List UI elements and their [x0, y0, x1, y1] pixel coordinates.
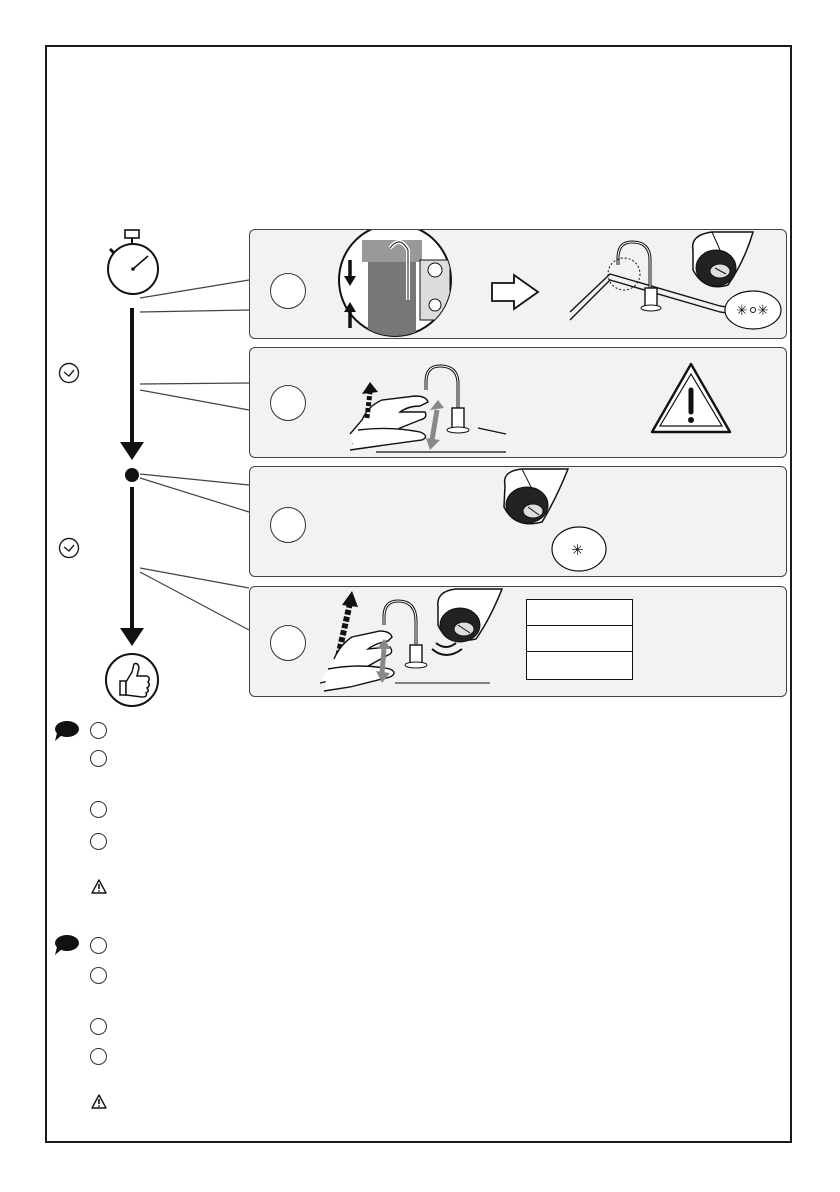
speech-bubble-icon [52, 934, 80, 956]
step-panel-3 [249, 466, 787, 577]
step-3-illustration [250, 467, 788, 578]
warning-triangle-icon [91, 879, 107, 894]
sensor-light-icon: ✳ [571, 541, 584, 559]
status-table [526, 599, 633, 680]
warning-triangle-icon [652, 364, 730, 432]
timeline-dot [125, 468, 139, 482]
status-table-row [527, 600, 632, 626]
step-panel-4 [249, 586, 787, 697]
clock-icon [58, 362, 80, 384]
note-1-marker-2 [90, 750, 107, 767]
status-table-row [527, 626, 632, 652]
thumbs-up-icon [106, 654, 158, 706]
note-2-marker-3 [90, 1018, 107, 1035]
warning-triangle-icon [91, 1094, 107, 1109]
svg-text:✳: ✳ [757, 303, 769, 319]
note-2-marker-2 [90, 967, 107, 984]
note-1-marker-1 [90, 722, 107, 739]
step-1-illustration [250, 230, 788, 340]
note-2-marker-4 [90, 1048, 107, 1065]
right-arrow-icon [492, 275, 538, 309]
step-panel-2 [249, 347, 787, 458]
note-1-marker-4 [90, 833, 107, 850]
stopwatch-icon [108, 230, 158, 294]
svg-text:✳: ✳ [736, 303, 748, 319]
note-1-marker-3 [90, 801, 107, 818]
note-2-marker-1 [90, 937, 107, 954]
clock-icon [58, 537, 80, 559]
speech-bubble-icon [52, 720, 80, 742]
step-panel-1 [249, 229, 787, 339]
step-2-illustration [250, 348, 788, 459]
step-4-illustration [250, 587, 520, 698]
status-table-row [527, 652, 632, 678]
